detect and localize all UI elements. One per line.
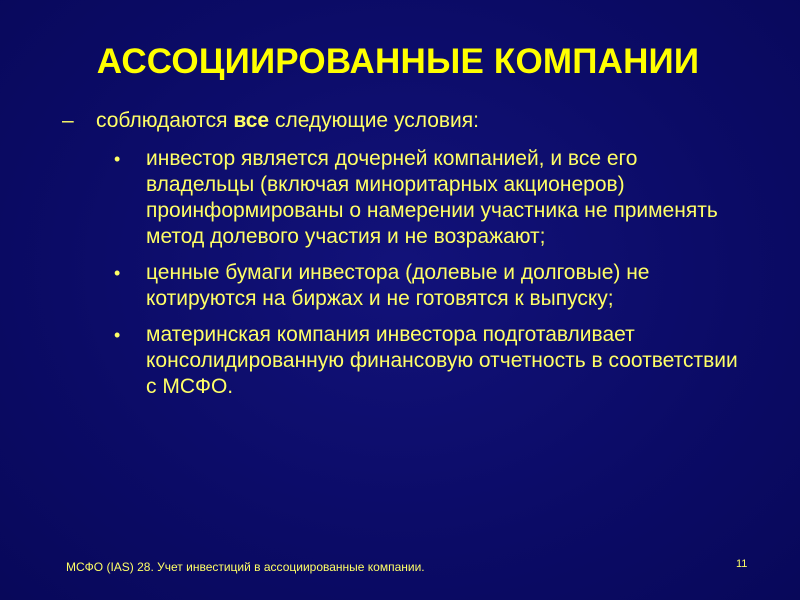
bullet-text: ценные бумаги инвестора (долевые и долговые) не котируются на биржах и не готовятся к выпуску;: [146, 261, 650, 310]
slide-title: АССОЦИИРОВАННЫЕ КОМПАНИИ: [96, 42, 700, 81]
bullet-list: [114, 146, 742, 400]
list-item: [114, 322, 742, 400]
dash-marker: –: [62, 109, 74, 132]
intro-after: следующие условия:: [269, 109, 479, 132]
page-number: 11: [736, 558, 748, 570]
bullet-text: инвестор является дочерней компанией, и все его владельцы (включая миноритарных акционеров) проинформированы о намерении участника не применять метод долевого участия и не возражают;: [146, 147, 718, 248]
bullet-marker: •: [114, 263, 121, 283]
intro-text: [96, 108, 479, 134]
intro-line: [62, 108, 742, 134]
bullet-text: материнская компания инвестора подготавливает консолидированную финансовую отчетность в соответствии с МСФО.: [146, 323, 738, 398]
bullet-marker: •: [114, 325, 121, 345]
slide-content: [62, 108, 742, 410]
intro-before: соблюдаются: [96, 109, 234, 132]
slide-footer: МСФО (IAS) 28. Учет инвестиций в ассоциированные компании.: [66, 560, 425, 574]
intro-bold: все: [233, 109, 270, 132]
list-item: [114, 146, 742, 250]
bullet-marker: •: [114, 149, 121, 169]
list-item: [114, 260, 742, 312]
